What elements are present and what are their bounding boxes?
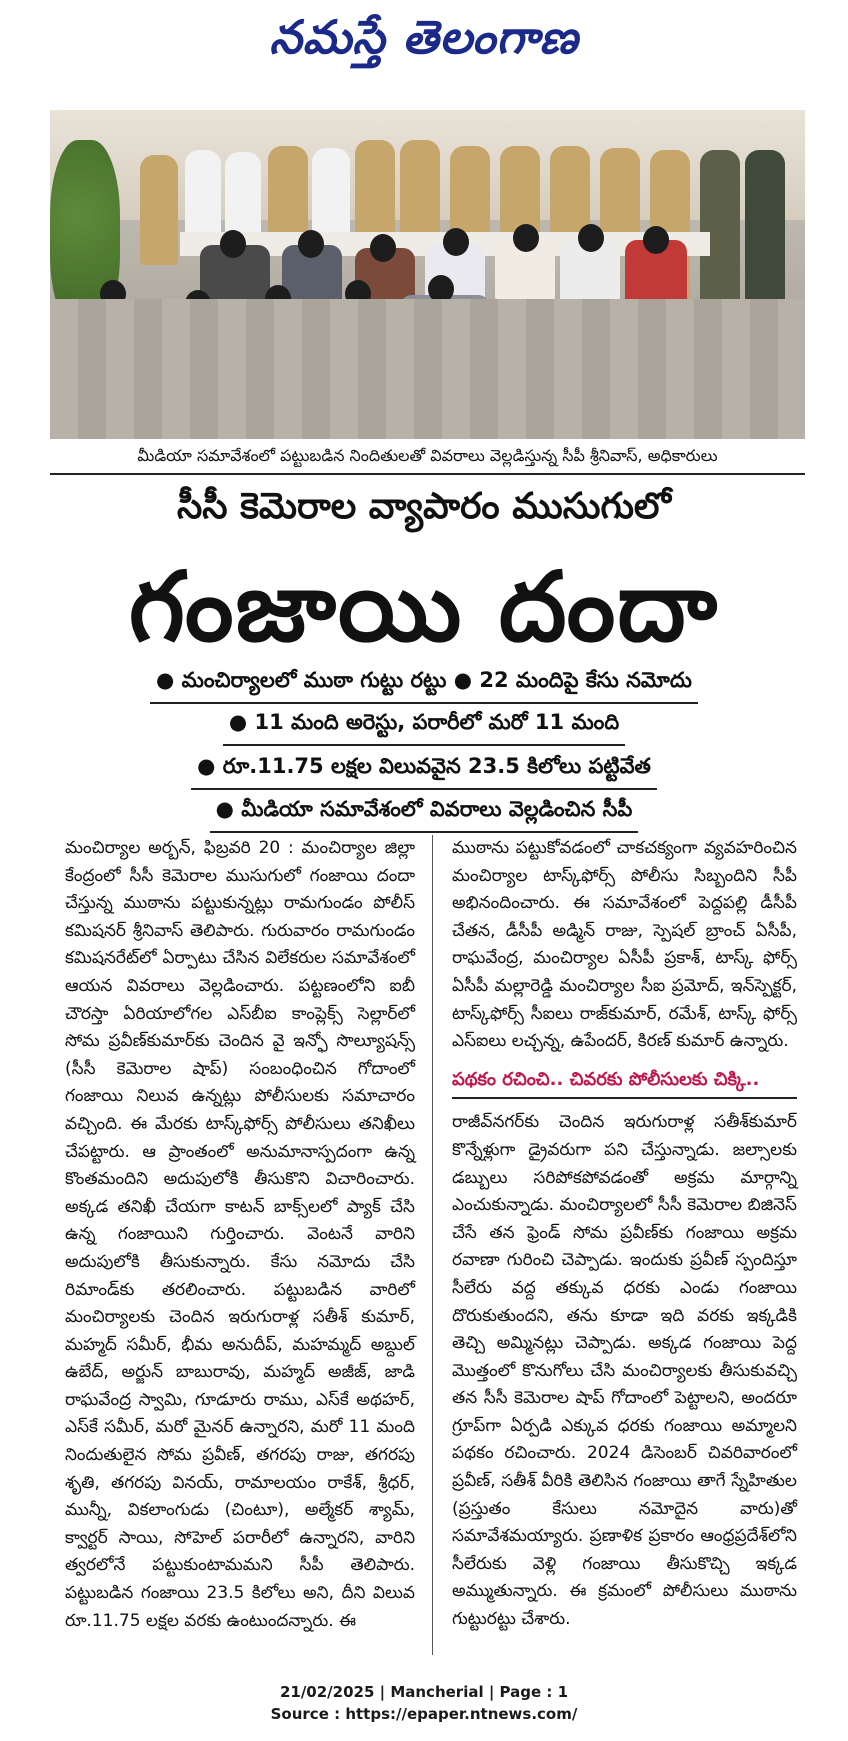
article-text-right-bottom: రాజీవ్‌నగర్‌కు చెందిన ఇరుగురాళ్ల సతీశ్‌కుమార్‌ కొన్నేళ్లుగా డ్రైవరుగా పని చేస్తున్నాడు. జల్సాలకు డబ్బులు సరిపోకపోవడంతో అక్రమ మార్గాన్ని ఎంచుకున్నాడు. మంచిర్యాలలో సీసీ కెమెరాల బిజినెస్‌ చేసే తన ఫ్రెండ్‌ సోమ ప్రవీణ్‌కు గంజాయి అక్రమ రవాణా గురించి చెప్పాడు. ఇందుకు ప్రవీణ్‌ స్పందిస్తూ సీలేరు వద్ద తక్కువ ధరకు ఎండు గంజాయి దొరుకుతుందని, తను కూడా ఇది వరకు ఇక్కడికి తెచ్చి అమ్మినట్లు చెప్పాడు. అక్కడ గంజాయి పెద్ద మొత్తంలో కొనుగోలు చేసి మంచిర్యాలకు తీసుకువచ్చి తన సీసీ కెమెరాల షాప్‌ గోదాంలో పెట్టాలని, అందరూ గ్రూప్‌గా ఏర్పడి ఎక్కువ ధరకు గంజాయి అమ్మాలని పథకం రచించారు. 2024 డిసెంబర్‌ చివరివారంలో ప్రవీణ్‌, సతీశ్‌ వీరికి తెలిసిన గంజాయి తాగే స్నేహితుల (ప్రస్తుతం కేసులు నమోదైన వారు)తో సమావేశమయ్యారు. ప్రణాళిక ప్రకారం ఆంధ్రప్రదేశ్‌లోని సీలేరుకు వెళ్లి గంజాయి తీసుకొచ్చి ఇక్కడ అమ్ముతున్నారు. ఈ క్రమంలో పోలీసులు ముఠాను గుట్టురట్టు చేశారు. [452, 1112, 798, 1630]
photo-caption: మీడియా సమావేశంలో పట్టుబడిన నిందితులతో వివరాలు వెల్లడిస్తున్న సీపీ శ్రీనివాస్‌, అధికారులు [50, 446, 805, 475]
article-text-left: మంచిర్యాల అర్బన్‌, ఫిబ్రవరి 20 : మంచిర్యాల జిల్లా కేంద్రంలో సీసీ కెమెరాల ముసుగులో గంజాయి దందా చేస్తున్న ముఠాను పట్టుకున్నట్లు రామగుండం పోలీస్‌ కమిషనర్‌ శ్రీనివాస్‌ తెలిపారు. గురువారం రామగుండం కమిషనరేట్‌లో ఏర్పాటు చేసిన విలేకరుల సమావేశంలో ఆయన వివరాలు వెల్లడించారు. పట్టణంలోని ఐబీ చౌరస్తా ఏరియాలోగల ఎస్‌బీఐ కాంప్లెక్స్‌ సెల్లార్‌లో సోమ ప్రవీణ్‌కుమార్‌కు చెందిన వై ఇన్ఫో సొల్యూషన్స్‌ (సీసీ కెమెరాల షాప్‌) సంబంధించిన గోదాంలో గంజాయి నిలువ ఉన్నట్లు పోలీసులకు సమాచారం వచ్చింది. ఈ మేరకు టాస్క్‌ఫోర్స్‌ పోలీసులు తనిఖీలు చేపట్టారు. ఆ ప్రాంతంలో అనుమానాస్పదంగా ఉన్న కొంతమందిని అదుపులోకి తీసుకొని విచారించారు. అక్కడ తనిఖీ చేయగా కాటన్‌ బాక్స్‌లలో ప్యాక్‌ చేసి ఉన్న గంజాయిని గుర్తించారు. వెంటనే వారిని అదుపులోకి తీసుకున్నారు. కేసు నమోదు చేసి రిమాండ్‌కు తరలించారు. పట్టుబడిన వారిలో మంచిర్యాలకు చెందిన ఇరుగురాళ్ల సతీశ్‌ కుమార్‌, మహ్మద్‌ సమీర్‌, భీమ అనుదీప్‌, మహమ్మద్‌ అబ్దుల్‌ ఉబేద్‌, అర్జున్‌ బాబురావు, మహ్మద్‌ అజీజ్‌, జాడి రాఘవేంద్ర స్వామి, గూడూరు రాము, ఎస్‌కే అథహర్‌, ఎస్‌కే సమీర్‌, మరో మైనర్‌ ఉన్నారని, మరో 11 మంది నిందుతులైన సోమ ప్రవీణ్‌, తగరపు రాజు, తగరపు శృతి, తగరపు వినయ్‌, రామాలయం రాకేశ్‌, శ్రీధర్‌, మున్నీ, వికలాంగుడు (చింటూ), అల్మేకర్‌ శ్యామ్‌, క్వార్టర్‌ సాయి, సోహెల్‌ పరారీలో ఉన్నారని, వారిని త్వరలోనే పట్టుకుంటామమని సీపీ తెలిపారు. పట్టుబడిన గంజాయి 23.5 కిలోలు అని, దీని విలువ రూ.11.75 లక్షల వరకు ఉంటుందన్నారు. ఈ [65, 838, 415, 1631]
bullet-4: ● మీడియా సమావేశంలో వివరాలు వెల్లడించిన సీపీ [0, 797, 848, 833]
column-divider [432, 835, 433, 1655]
masthead-logo: నమస్తే తెలంగాణ [269, 10, 579, 64]
subheadline: సీసీ కెమెరాల వ్యాపారం ముసుగులో [177, 486, 671, 527]
article-text-right-top: ముఠాను పట్టుకోవడంలో చాకచక్యంగా వ్యవహరించిన మంచిర్యాల టాస్క్‌ఫోర్స్‌ పోలీసు సిబ్బందిని సీపీ అభినందించారు. ఈ సమావేశంలో పెద్దపల్లి డీసీపీ చేతన, డీసీపీ అడ్మిన్‌ రాజు, స్పెషల్‌ బ్రాంచ్‌ ఏసీపీ, రాఘవేంద్ర, మంచిర్యాల ఏసీపీ ప్రకాశ్‌, టాస్క్‌ ఫోర్స్‌ ఏసీపీ మల్లారెడ్డి మంచిర్యాల సీఐ ప్రమోద్‌, ఇన్‌స్పెక్టర్‌, టాస్క్‌ఫోర్స్‌ సీఐలు రాజ్‌కుమార్‌, రమేశ్‌, టాస్క్‌ ఫోర్స్‌ ఎస్‌ఐలు లచ్చన్న, ఉపేందర్‌, కిరణ్‌ కుమార్‌ ఉన్నారు. [452, 838, 797, 1052]
headline: గంజాయి దందా [128, 551, 720, 663]
footer-source: Source : https://epaper.ntnews.com/ [270, 1705, 578, 1723]
bullet-2: ● 11 మంది అరెస్టు, పరారీలో మరో 11 మంది [0, 710, 848, 746]
article-left-column [65, 835, 415, 1635]
news-photo [50, 110, 805, 439]
article-subhead: పథకం రచించి.. చివరకు పోలీసులకు చిక్కి.. [452, 1066, 797, 1100]
bullet-1: ● మంచిర్యాలలో ముఠా గుట్టు రట్టు ● 22 మందిపై కేసు నమోదు [0, 668, 848, 704]
footer-dateline: 21/02/2025 | Mancherial | Page : 1 [279, 1683, 569, 1701]
bullet-3: ● రూ.11.75 లక్షల విలువవైన 23.5 కిలోలు పట్టివేత [0, 754, 848, 790]
article-right-column [452, 835, 797, 1634]
